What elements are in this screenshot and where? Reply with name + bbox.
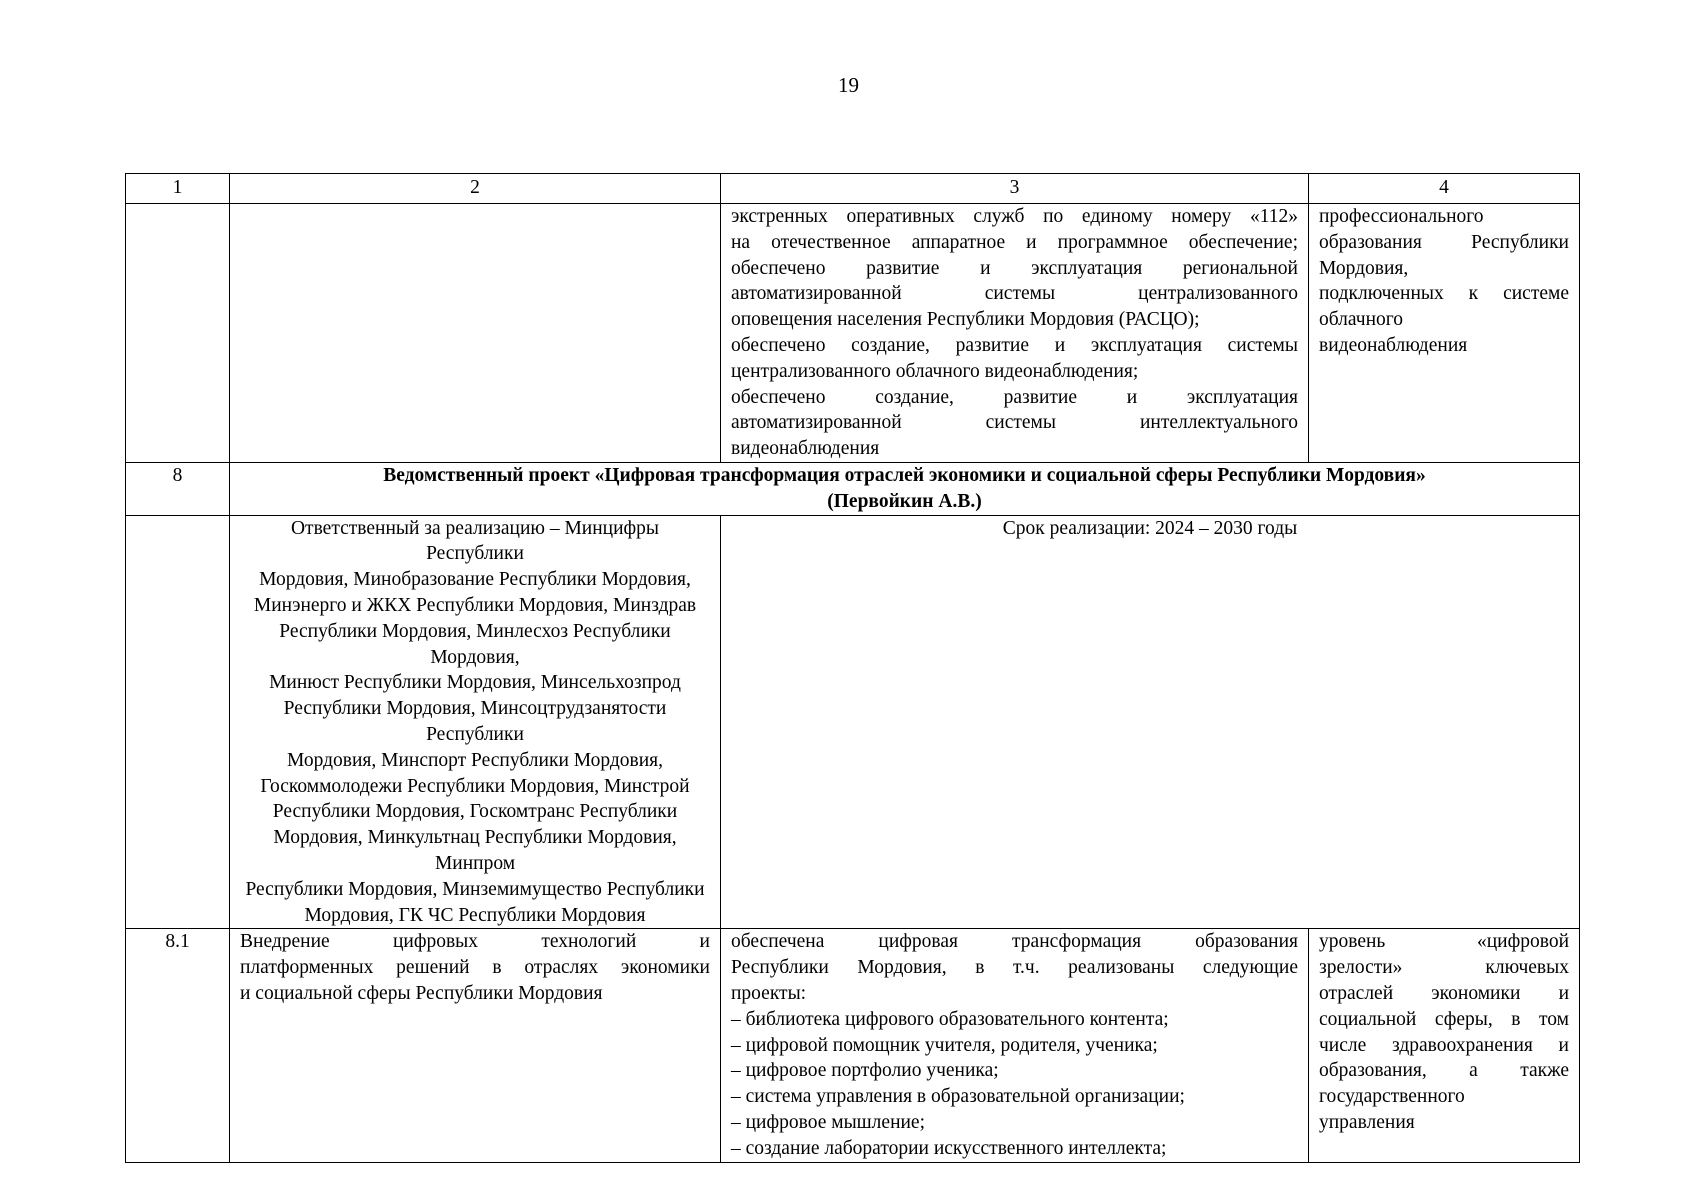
text-line: облачного (1319, 309, 1404, 331)
text-line: – библиотека цифрового образовательного контента; (731, 1008, 1169, 1030)
responsible-num-cell (126, 515, 230, 929)
text-line: Мордовия, Минкультнац Республики Мордовия, Минпром (273, 827, 677, 874)
text-line: Мордовия, ГК ЧС Республики Мордовия (304, 904, 646, 926)
project-number: 8 (126, 463, 230, 516)
text-line: оповещения населения Республики Мордовия (РАСЦО); (731, 309, 1200, 331)
text-line: Мордовия, (1319, 257, 1409, 279)
text-line: обеспечена цифровая трансформация образования (731, 931, 1298, 953)
header-cell-4: 4 (1309, 174, 1580, 204)
text-line: профессионального (1319, 206, 1484, 227)
text-line: на отечественное аппаратное и программное обеспечение; (731, 231, 1298, 253)
text-line: социальной сферы, в том (1319, 1008, 1569, 1030)
text-line: – цифровой помощник учителя, родителя, ученика; (731, 1034, 1158, 1056)
cont-num-cell (126, 204, 230, 463)
text-line: отраслей экономики и (1319, 982, 1569, 1004)
text-line: Республики Мордовия, Минлесхоз Республики Мордовия, (279, 620, 671, 668)
text-line: Мордовия, Минобразование Республики Мордовия, (259, 569, 691, 591)
text-line: уровень «цифровой (1319, 931, 1569, 953)
text-line: экстренных оперативных служб по единому номеру «112» (731, 206, 1298, 227)
responsible-cell (230, 515, 721, 929)
implementation-term: Срок реализации: 2024 – 2030 годы (721, 515, 1580, 929)
text-line: Ответственный за реализацию – Минцифры Республики (290, 517, 660, 565)
text-line: – создание лаборатории искусственного интеллекта; (731, 1137, 1167, 1159)
text-line: обеспечено создание, развитие и эксплуатация системы (731, 334, 1298, 356)
subproject-result-cell (721, 929, 1309, 1162)
text-line: платформенных решений в отраслях экономики (240, 957, 710, 979)
text-line: зрелости» ключевых (1319, 957, 1569, 979)
subproject-indicator-cell (1309, 929, 1580, 1162)
text-line: государственного (1319, 1086, 1465, 1108)
projects-table (125, 173, 1580, 1163)
text-line: и социальной сферы Республики Мордовия (240, 982, 603, 1004)
text-line: образования, а также (1319, 1060, 1569, 1082)
subproject-measure-cell (230, 929, 721, 1162)
text-line: видеонаблюдения (1319, 334, 1468, 356)
subproject-number: 8.1 (126, 929, 230, 1162)
text-line: Республики Мордовия, в т.ч. реализованы следующие (731, 957, 1298, 979)
text-line: видеонаблюдения (731, 438, 880, 460)
cont-result-cell (721, 204, 1309, 463)
text-line: централизованного облачного видеонаблюдения; (731, 360, 1139, 382)
text-line: Республики Мордовия, Минземимущество Республики (245, 878, 705, 900)
project-curator: (Первойкин А.В.) (827, 490, 982, 512)
text-line: проекты: (731, 982, 807, 1004)
table-row-8-1 (126, 929, 1580, 1162)
text-line: числе здравоохранения и (1319, 1034, 1569, 1056)
text-line: Республики Мордовия, Госкомтранс Республики (272, 801, 678, 823)
text-line: обеспечено развитие и эксплуатация региональной (731, 257, 1298, 279)
text-line: Госкоммолодежи Республики Мордовия, Минстрой (260, 775, 690, 797)
header-cell-3: 3 (721, 174, 1309, 204)
table-row-project-8 (126, 463, 1580, 516)
project-title: Ведомственный проект «Цифровая трансформация отраслей экономики и социальной сферы Республики Мордовия» (383, 465, 1426, 486)
text-line: Минюст Республики Мордовия, Минсельхозпрод (269, 672, 681, 694)
page-number: 19 (838, 73, 859, 97)
project-title-cell (230, 463, 1580, 516)
header-cell-2: 2 (230, 174, 721, 204)
text-line: – цифровое портфолио ученика; (731, 1060, 999, 1082)
text-line: образования Республики (1319, 231, 1569, 253)
table-row-continuation (126, 204, 1580, 463)
text-line: Мордовия, Минспорт Республики Мордовия, (286, 749, 664, 771)
text-line: – система управления в образовательной организации; (731, 1086, 1185, 1108)
cont-measure-cell (230, 204, 721, 463)
table-header-row (126, 174, 1580, 204)
cont-indicator-cell (1309, 204, 1580, 463)
text-line: Минэнерго и ЖКХ Республики Мордовия, Минздрав (253, 594, 697, 616)
text-line: – цифровое мышление; (731, 1111, 926, 1133)
text-line: подключенных к системе (1319, 283, 1569, 305)
table-row-responsible (126, 515, 1580, 929)
text-line: Внедрение цифровых технологий и (240, 931, 710, 953)
text-line: автоматизированной системы централизованного (731, 283, 1298, 305)
header-cell-1: 1 (126, 174, 230, 204)
text-line: автоматизированной системы интеллектуального (731, 412, 1298, 434)
text-line: обеспечено создание, развитие и эксплуатация (731, 386, 1298, 408)
text-line: Республики Мордовия, Минсоцтрудзанятости Республики (283, 698, 667, 745)
text-line: управления (1319, 1111, 1415, 1133)
